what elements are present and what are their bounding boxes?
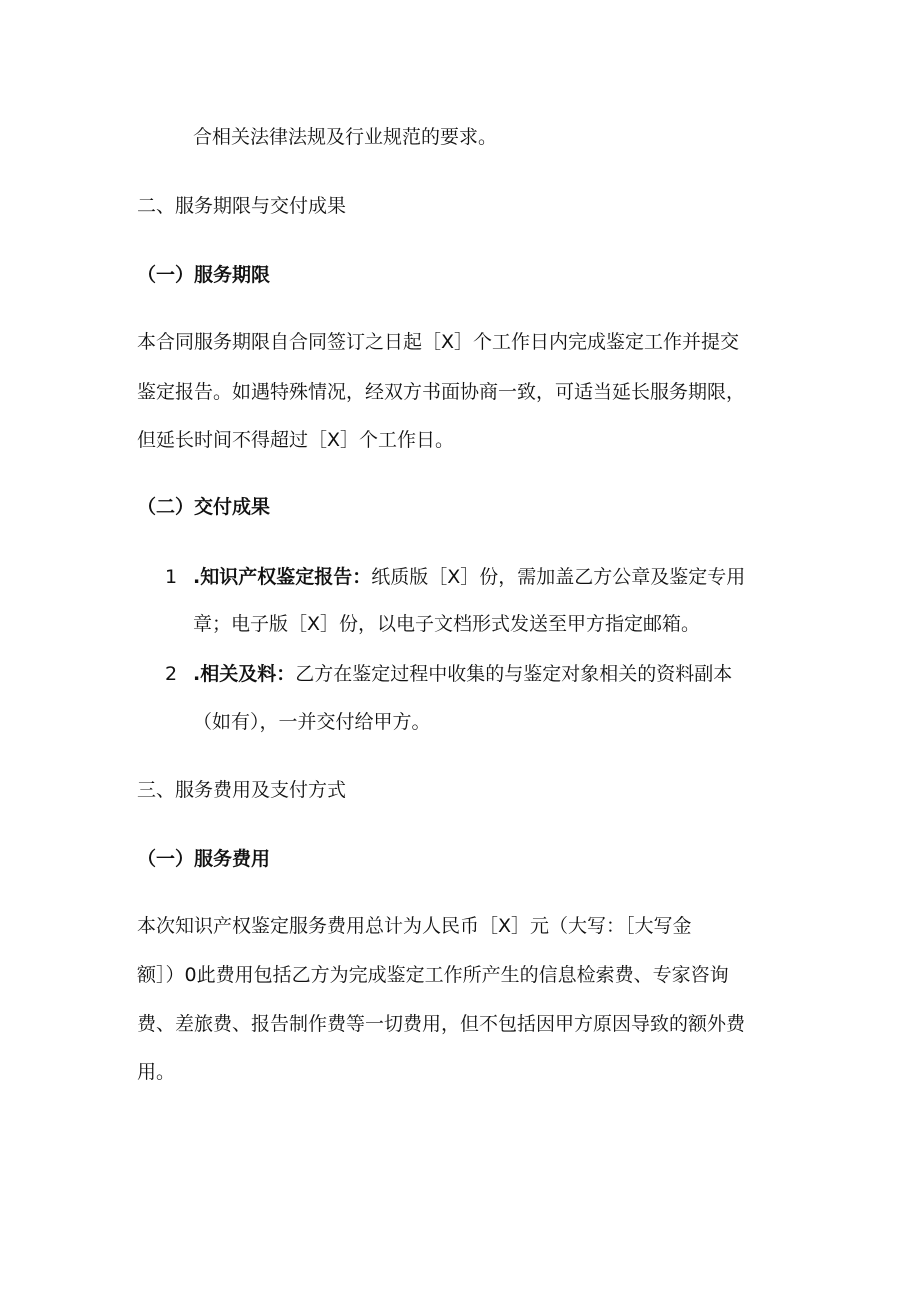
section-2-sub-1-para-line-1: 本合同服务期限自合同签订之日起［X］个工作日内完成鉴定工作并提交 bbox=[137, 331, 740, 353]
section-2-sub-1-heading: （一）服务期限 bbox=[137, 264, 271, 286]
section-3-title: 三、服务费用及支付方式 bbox=[137, 779, 347, 801]
deliverable-item-2 bbox=[165, 662, 732, 686]
section-3-sub-1-heading: （一）服务费用 bbox=[137, 848, 271, 870]
item-label: .相关及料： bbox=[193, 663, 296, 685]
item-number: 2 bbox=[165, 663, 178, 685]
continuation-line: 合相关法律法规及行业规范的要求。 bbox=[193, 126, 498, 148]
section-3-sub-1-para-line-4: 用。 bbox=[137, 1061, 176, 1083]
section-2-title: 二、服务期限与交付成果 bbox=[137, 195, 347, 217]
item-text: 纸质版［X］份，需加盖乙方公章及鉴定专用 bbox=[371, 566, 746, 588]
section-3-sub-1-para-line-3: 费、差旅费、报告制作费等一切费用，但不包括因甲方原因导致的额外费 bbox=[137, 1013, 746, 1035]
section-2-sub-1-para-line-2: 鉴定报告。如遇特殊情况，经双方书面协商一致，可适当延长服务期限， bbox=[137, 381, 746, 403]
item-label: .知识产权鉴定报告： bbox=[193, 566, 372, 588]
section-3-sub-1-para-line-2: 额］）0此费用包括乙方为完成鉴定工作所产生的信息检索费、专家咨询 bbox=[137, 964, 729, 986]
item-text: 乙方在鉴定过程中收集的与鉴定对象相关的资料副本 bbox=[295, 663, 733, 685]
deliverable-item-1 bbox=[165, 565, 745, 589]
section-2-sub-1-para-line-3: 但延长时间不得超过［X］个工作日。 bbox=[137, 429, 455, 451]
deliverable-item-2-continuation: （如有），一并交付给甲方。 bbox=[193, 711, 431, 733]
item-number: 1 bbox=[165, 566, 178, 588]
section-3-sub-1-para-line-1: 本次知识产权鉴定服务费用总计为人民币［X］元（大写：［大写金 bbox=[137, 915, 692, 937]
deliverable-item-1-continuation: 章；电子版［X］份，以电子文档形式发送至甲方指定邮箱。 bbox=[193, 613, 701, 635]
section-2-sub-2-heading: （二）交付成果 bbox=[137, 496, 271, 518]
